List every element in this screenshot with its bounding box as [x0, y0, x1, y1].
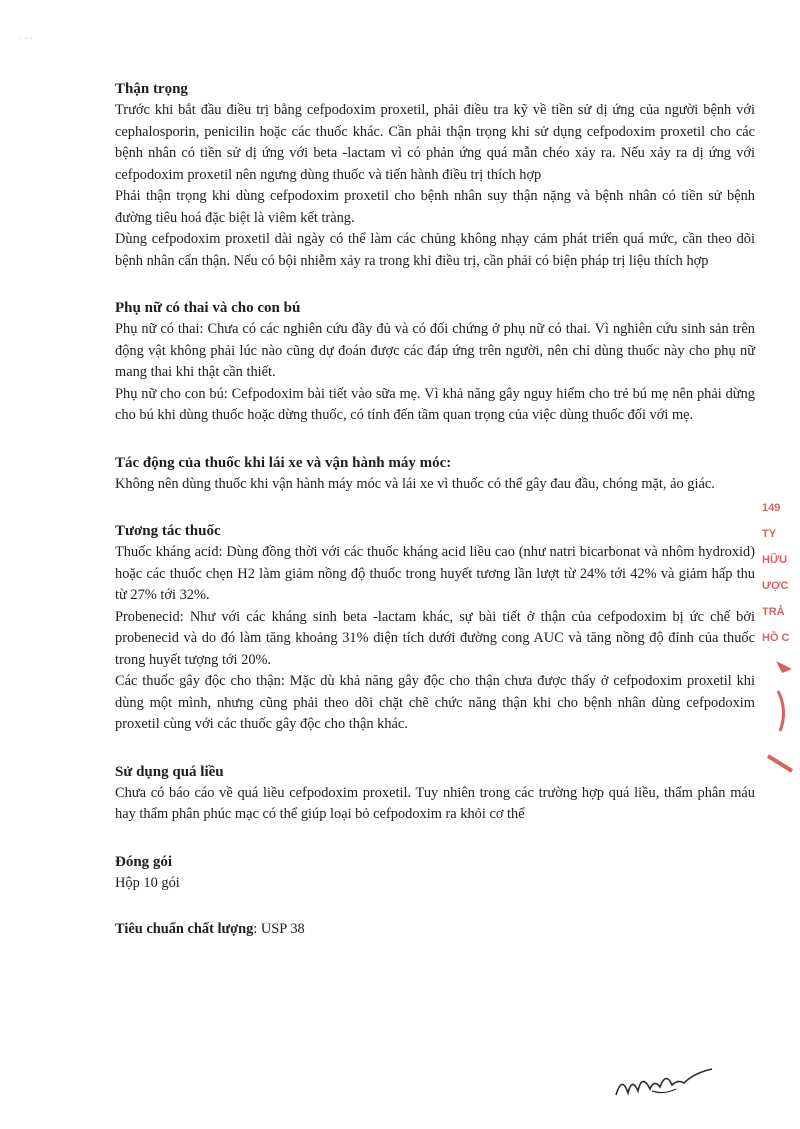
- stamp-text: HỒ C: [762, 632, 790, 644]
- section-interactions: [115, 520, 755, 736]
- paragraph: Phụ nữ có thai: Chưa có các nghiên cứu đầy đủ và có đối chứng ở phụ nữ có thai. Vì nghiên cứu sinh sản trên động vật không phải lúc nào cũng dự đoán được các đáp ứng trên người, nên chỉ dùng thuốc này cho phụ nữ mang thai khi thật cần thiết.: [115, 321, 755, 380]
- section-precautions: [115, 78, 755, 272]
- stamp-text: 149: [762, 502, 781, 514]
- stamp-text: TY: [762, 528, 777, 540]
- paragraph: Thuốc kháng acid: Dùng đồng thời với các thuốc kháng acid liều cao (như natri bicarbonat và nhôm hydroxid) hoặc các thuốc chẹn H2 làm giảm nồng độ thuốc trong huyết tương lần lượt từ 24% tới 42% và giảm hấp thu từ 27% tới 32%.: [115, 544, 755, 603]
- section-overdose: [115, 761, 755, 826]
- section-heading: Phụ nữ có thai và cho con bú: [115, 300, 301, 316]
- section-quality: [115, 919, 755, 941]
- section-heading: Tương tác thuốc: [115, 523, 221, 539]
- paragraph: Dùng cefpodoxim proxetil dài ngày có thể làm các chủng không nhạy cảm phát triển quá mức, cần theo dõi bệnh nhân cẩn thận. Nếu có bội nhiễm xảy ra trong khi điều trị, cần phải có biện pháp trị liệu thích hợp: [115, 231, 755, 269]
- section-pregnancy: [115, 297, 755, 427]
- stamp-text: HỮU: [762, 554, 788, 566]
- stamp-text: ƯỢC: [762, 580, 789, 592]
- handwritten-signature: [612, 1065, 722, 1105]
- quality-label: Tiêu chuẩn chất lượng: [115, 921, 254, 937]
- paragraph: Phải thận trọng khi dùng cefpodoxim proxetil cho bệnh nhân suy thận nặng và bệnh nhân có tiền sử bệnh đường tiêu hoá đặc biệt là viêm kết tràng.: [115, 188, 755, 226]
- section-heading: Thận trọng: [115, 81, 188, 97]
- paragraph: Chưa có báo cáo về quá liều cefpodoxim proxetil. Tuy nhiên trong các trường hợp quá liều, thẩm phân máu hay thẩm phân phúc mạc có thể giúp loại bỏ cefpodoxim ra khỏi cơ thể: [115, 784, 755, 822]
- paragraph: Không nên dùng thuốc khi vận hành máy móc và lái xe vì thuốc có thể gây đau đầu, chóng mặt, ảo giác.: [115, 475, 715, 492]
- paragraph: Probenecid: Như với các kháng sinh beta -lactam khác, sự bài tiết ở thận của cefpodoxim bị ức chế bởi probenecid và do đó làm tăng khoảng 31% diện tích dưới đường cong AUC và tăng nồng độ đỉnh của thuốc trong huyết tượng tới 20%.: [115, 608, 755, 668]
- section-heading: Sử dụng quá liều: [115, 763, 224, 780]
- company-stamp-fragment: [762, 495, 800, 845]
- stamp-marks: [762, 651, 800, 781]
- quality-standard-line: [115, 919, 755, 941]
- section-driving: [115, 452, 755, 496]
- paragraph: Các thuốc gây độc cho thận: Mặc dù khả năng gây độc cho thận chưa được thấy ở cefpodoxim proxetil khi dùng một mình, nhưng cũng phải theo dõi chặt chẽ chức năng thận khi cho bệnh nhân dùng cefpodoxim proxetil cùng với các thuốc gây độc cho thận khác.: [115, 673, 755, 732]
- stamp-text: TRẢ: [762, 606, 785, 618]
- document-page: [115, 78, 755, 966]
- paragraph: Phụ nữ cho con bú: Cefpodoxim bài tiết vào sữa mẹ. Vì khả năng gây nguy hiểm cho trẻ bú mẹ nên phải dừng cho bú khi dùng thuốc hoặc dừng thuốc, có tính đến tầm quan trọng của việc dùng thuốc đối với mẹ.: [115, 385, 755, 423]
- section-packaging: [115, 851, 755, 895]
- scan-speck: · · ·: [18, 34, 33, 45]
- section-heading: Đóng gói: [115, 853, 173, 870]
- quality-value: : USP 38: [253, 921, 305, 937]
- paragraph: Trước khi bắt đầu điều trị bằng cefpodoxim proxetil, phải điều tra kỹ về tiền sử dị ứng của người bệnh với cephalosporin, penicilin hoặc các thuốc khác. Cần phải thận trọng khi sử dụng cefpodoxim proxetil cho các bệnh nhân có tiền sử dị ứng với beta -lactam vì có phản ứng quá mẫn chéo xảy ra. Nếu xảy ra dị ứng với cefpodoxim proxetil nên ngưng dùng thuốc và tiến hành điều trị thích hợp: [115, 102, 755, 183]
- section-heading: Tác động của thuốc khi lái xe và vận hành máy móc:: [115, 454, 452, 471]
- paragraph: Hộp 10 gói: [115, 874, 180, 891]
